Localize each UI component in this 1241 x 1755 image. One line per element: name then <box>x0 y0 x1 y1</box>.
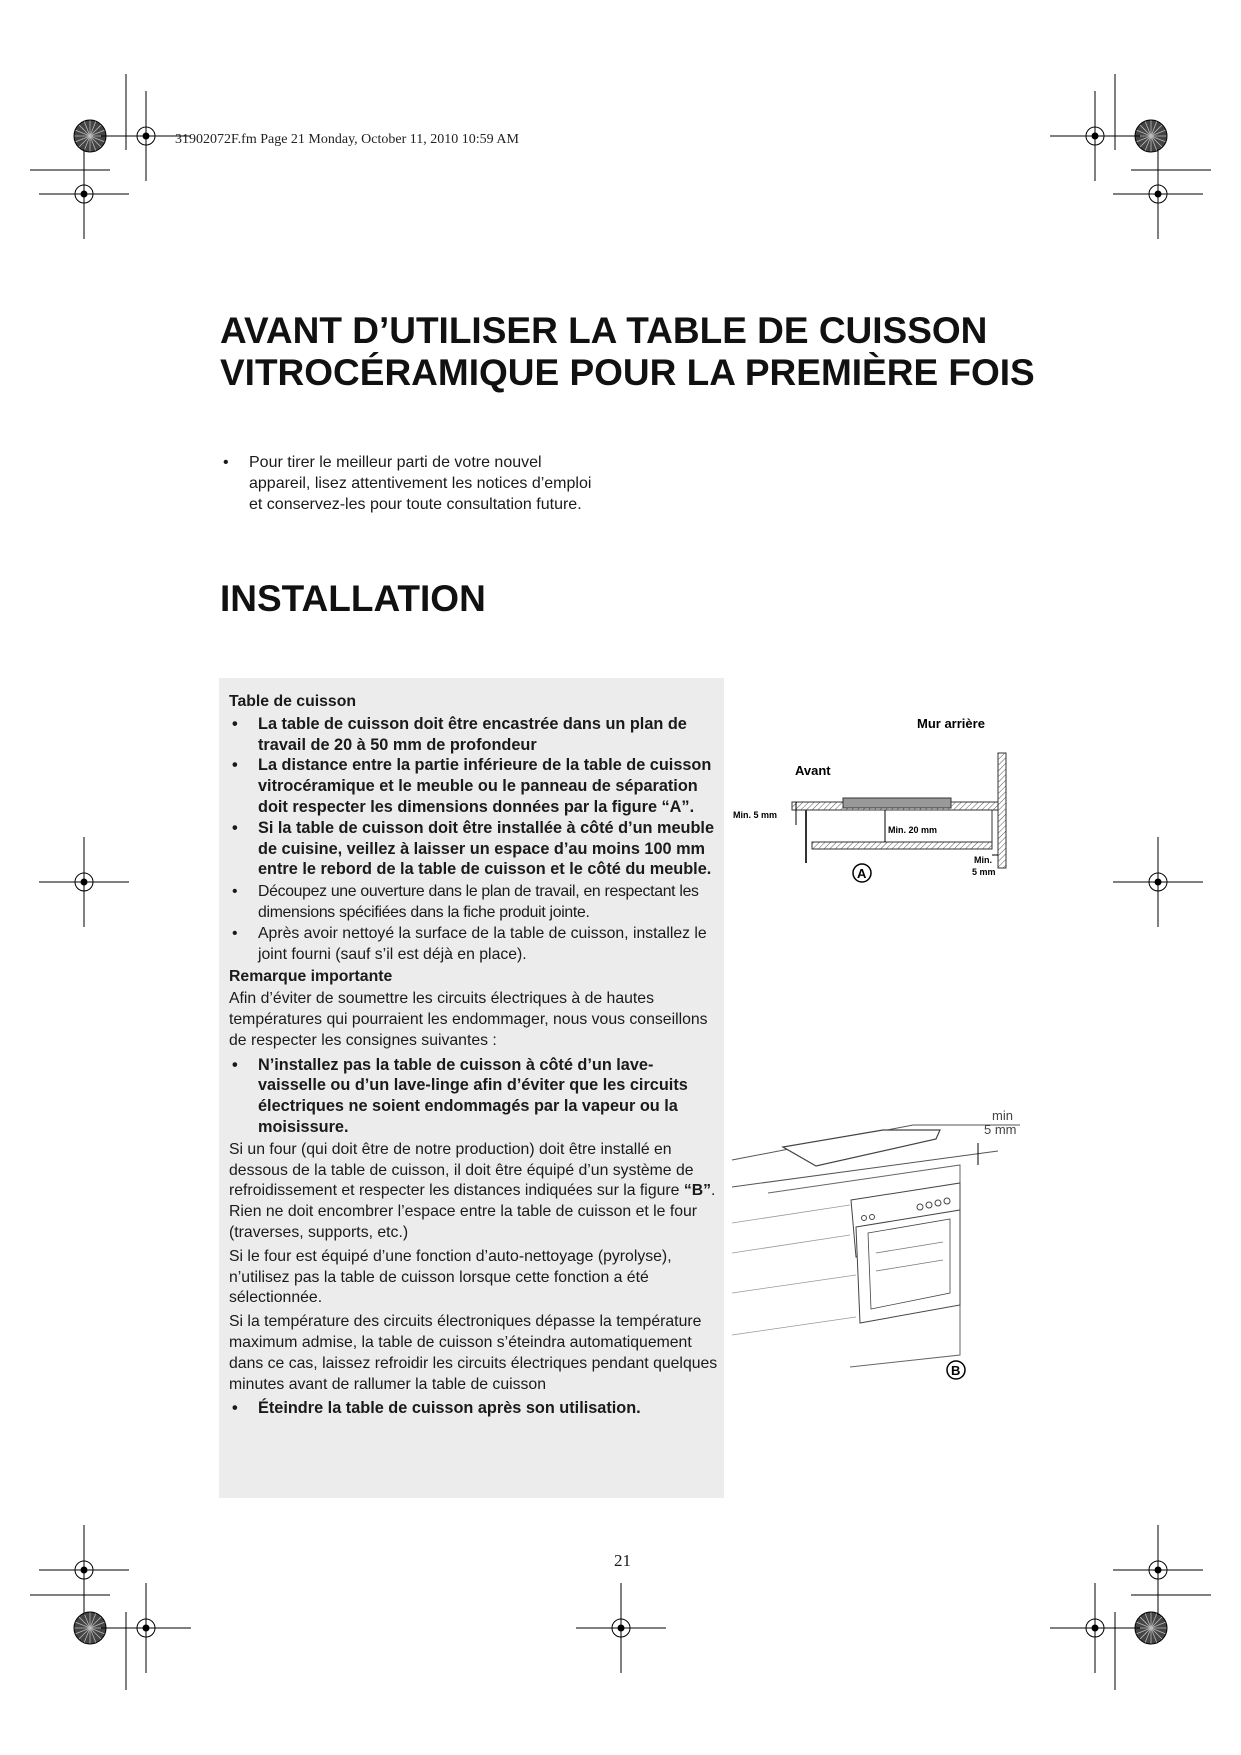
figure-b-diagram <box>728 1105 1038 1395</box>
list-item: • La table de cuisson doit être encastrée dans un plan de travail de 20 à 50 mm de profondeur <box>229 714 718 756</box>
label-min-20mm: Min. 20 mm <box>888 825 938 835</box>
file-info-header: 31902072F.fm Page 21 Monday, October 11, 2010 10:59 AM <box>175 132 519 147</box>
label-min: min <box>992 1108 1013 1123</box>
list-item: • N’installez pas la table de cuisson à côté d’un lave-vaisselle ou d’un lave-linge afin d’éviter que les circuits électriques ne soient endommagés par la vapeur ou la moisissure. <box>229 1055 718 1138</box>
rear-wall <box>998 753 1006 868</box>
registration-cross-bottom-center <box>576 1583 666 1673</box>
intro-line: Pour tirer le meilleur parti de votre nouvel <box>249 454 542 471</box>
registration-cross-bottom-right <box>1050 1583 1140 1673</box>
list-item: • La distance entre la partie inférieure de la table de cuisson vitrocéramique et le meuble ou le panneau de séparation doit respecter les dimensions données par la figure “A”. <box>229 755 718 817</box>
registration-cross-middle-right <box>1113 837 1203 927</box>
regular-bullet-list <box>229 882 718 965</box>
list-item: • Si la table de cuisson doit être installée à côté d’un meuble de cuisine, veillez à laisser un espace d’au moins 100 mm entre le rebord de la table de cuisson et le côté du meuble. <box>229 818 718 880</box>
intro-line: et conservez-les pour toute consultation future. <box>249 496 582 513</box>
intro-item <box>220 452 640 515</box>
temperature-paragraph: Si la température des circuits électroniques dépasse la température maximum admise, la table de cuisson s’éteindra automatiquement dans ce cas, laissez refroidir les circuits électriques pendant quelques minutes avant de rallumer la table de cuisson <box>229 1313 718 1393</box>
intro-line: appareil, lisez attentivement les notices d’emploi <box>249 475 592 492</box>
label-front: Avant <box>795 763 831 778</box>
page-title <box>220 310 1120 394</box>
pyrolysis-paragraph: Si le four est équipé d’une fonction d’auto-nettoyage (pyrolyse), n’utilisez pas la table de cuisson lorsque cette fonction a été sélectionnée. <box>229 1247 672 1307</box>
registration-cross-middle-left <box>39 837 129 927</box>
registration-cross-top-right-2 <box>1113 149 1203 239</box>
separation-panel <box>812 842 992 849</box>
oven-text-after: . Rien ne doit encombrer l’espace entre la table de cuisson et le four (traverses, supports, etc.) <box>229 1182 716 1241</box>
list-item: • Découpez une ouverture dans le plan de travail, en respectant les dimensions spécifiées dans la fiche produit jointe. <box>229 882 718 924</box>
page-title-line-2: VITROCÉRAMIQUE POUR LA PREMIÈRE FOIS <box>220 352 1035 393</box>
label-min-5mm: Min. 5 mm <box>733 810 778 820</box>
page-number: 21 <box>614 1551 631 1570</box>
registration-cross-top-right <box>1050 91 1140 181</box>
registration-cross-bottom-right-2 <box>1113 1525 1203 1615</box>
figure-a-letter: A <box>857 866 867 881</box>
oven-paragraph <box>229 1140 718 1244</box>
installation-heading: INSTALLATION <box>220 578 486 619</box>
list-item: • Éteindre la table de cuisson après son utilisation. <box>229 1398 718 1419</box>
page-title-line-1: AVANT D’UTILISER LA TABLE DE CUISSON <box>220 310 988 351</box>
registration-cross-top-left-2 <box>39 149 129 239</box>
list-item: • Après avoir nettoyé la surface de la table de cuisson, installez le joint fourni (sauf s’il est déjà en place). <box>229 924 718 966</box>
bold-bullet-list <box>229 714 718 880</box>
figure-b-reference: “B” <box>683 1182 712 1200</box>
label-rear-wall: Mur arrière <box>917 716 985 731</box>
label-min: Min. <box>974 855 992 865</box>
figure-b-letter: B <box>951 1363 961 1378</box>
registration-cross-bottom-left <box>101 1583 191 1673</box>
oven-text-before: Si un four (qui doit être de notre production) doit être installé en dessous de la table de cuisson, il doit être équipé d’un système de refroidissement et respecter les distances indiquées sur la figure <box>229 1140 694 1200</box>
label-5mm: 5 mm <box>984 1122 1017 1137</box>
intro-list <box>220 452 640 515</box>
oven-door <box>856 1210 960 1323</box>
label-5mm: 5 mm <box>972 867 996 877</box>
hob-outline <box>783 1130 940 1166</box>
remark-text: Afin d’éviter de soumettre les circuits électriques à de hautes températures qui pourraient les endommager, nous vous conseillons de respecter les consignes suivantes : <box>229 990 708 1049</box>
registration-cross-bottom-left-2 <box>39 1525 129 1615</box>
remark-heading: Remarque importante <box>229 968 393 986</box>
hob <box>843 798 951 808</box>
figure-a-diagram <box>730 705 1030 905</box>
final-bullet-list <box>229 1398 718 1419</box>
installation-box <box>219 678 724 1498</box>
worktop-front-edge <box>732 1151 998 1187</box>
table-heading: Table de cuisson <box>229 693 356 710</box>
bold-bullet-list-2 <box>229 1055 718 1138</box>
